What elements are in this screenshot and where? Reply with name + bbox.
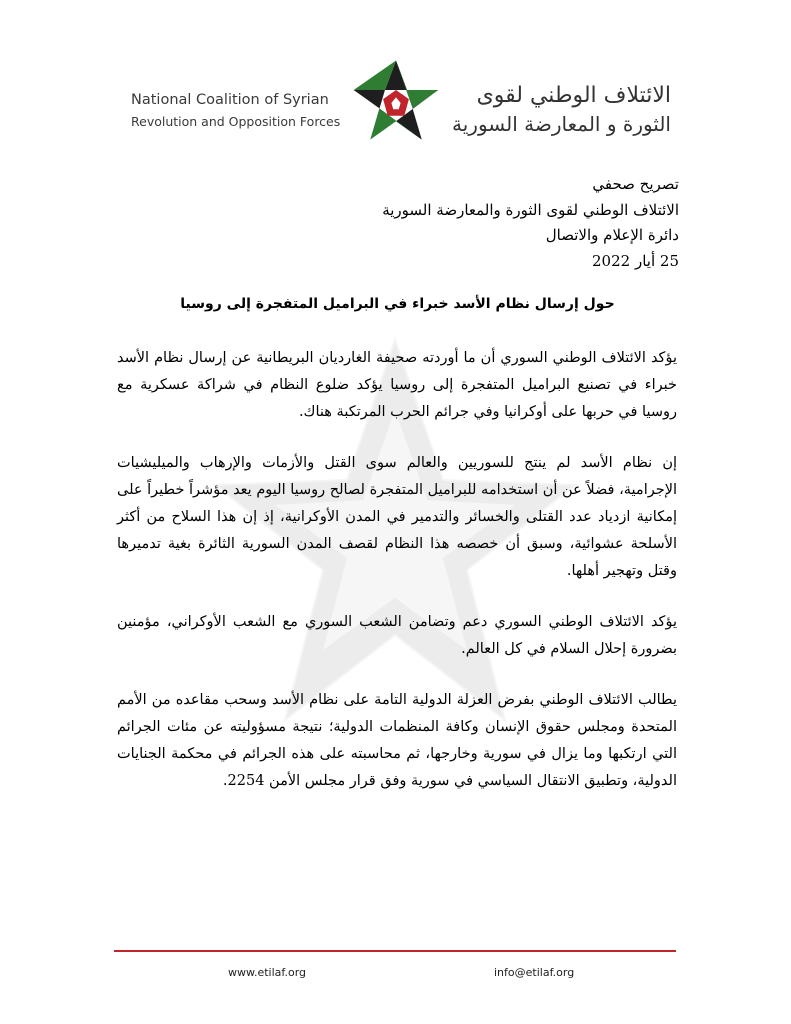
press-release-title: حول إرسال نظام الأسد خبراء في البراميل المتفجرة إلى روسيا — [180, 296, 615, 312]
release-date: 25 أيار 2022 — [592, 251, 679, 270]
paragraph: يطالب الائتلاف الوطني بفرض العزلة الدولية التامة على نظام الأسد وسحب مقاعده من الأمم المتحدة ومجلس حقوق الإنسان وكافة المنظمات الدولية؛ نتيجة مسؤوليته عن مئات الجرائم التي ارتكبها وما يزال في سورية وخارجها، ثم محاسبته على هذه الجرائم في محكمة الجنايات الدولية، وتطبيق الانتقال السياسي في سورية وفق قرار مجلس الأمن 2254. — [117, 692, 677, 789]
department: دائرة الإعلام والاتصال — [545, 226, 679, 244]
doc-type: تصريح صحفي — [592, 175, 679, 193]
press-release-meta — [259, 172, 679, 274]
paragraph: يؤكد الائتلاف الوطني السوري أن ما أوردته صحيفة الغارديان البريطانية عن إرسال نظام الأسد خبراء في تصنيع البراميل المتفجرة إلى روسيا يؤكد ضلوع النظام في شراكة عسكرية مع روسيا في حربها على أوكرانيا وفي جرائم الحرب المرتكبة هناك. — [117, 350, 677, 420]
org-name-ar-line1: الائتلاف الوطني لقوى — [476, 83, 671, 108]
org-name-en-line2: Revolution and Opposition Forces — [131, 114, 341, 129]
footer-email-link[interactable]: info@etilaf.org — [494, 966, 575, 979]
press-release-body — [117, 345, 677, 819]
footer-divider — [114, 950, 676, 952]
org-name-en-line1: National Coalition of Syrian — [131, 92, 329, 108]
issuing-org: الائتلاف الوطني لقوى الثورة والمعارضة السورية — [382, 200, 679, 219]
org-name-ar-line2: الثورة و المعارضة السورية — [452, 112, 671, 136]
paragraph: يؤكد الائتلاف الوطني السوري دعم وتضامن الشعب السوري مع الشعب الأوكراني، مؤمنين بضرورة إحلال السلام في كل العالم. — [117, 614, 677, 657]
coalition-logo-icon — [350, 55, 442, 147]
org-name-arabic — [431, 82, 671, 138]
paragraph: إن نظام الأسد لم ينتج للسوريين والعالم سوى القتل والأزمات والإرهاب والميليشيات الإجرامية، فضلاً عن أن استخدامه للبراميل المتفجرة لصالح روسيا اليوم يعد مؤشراً خطيراً على إمكانية ازدياد عدد القتلى والخسائر والتدمير في المدن الأوكرانية، إذ إن هذا السلاح من أكثر الأسلحة عشوائية، وسبق أن خصصه هذا النظام لقصف المدن السورية الثائرة بغية تدميرها وقتل وتهجير أهلها. — [117, 455, 677, 579]
footer-website-link[interactable]: www.etilaf.org — [228, 966, 307, 979]
org-name-english — [131, 90, 351, 132]
